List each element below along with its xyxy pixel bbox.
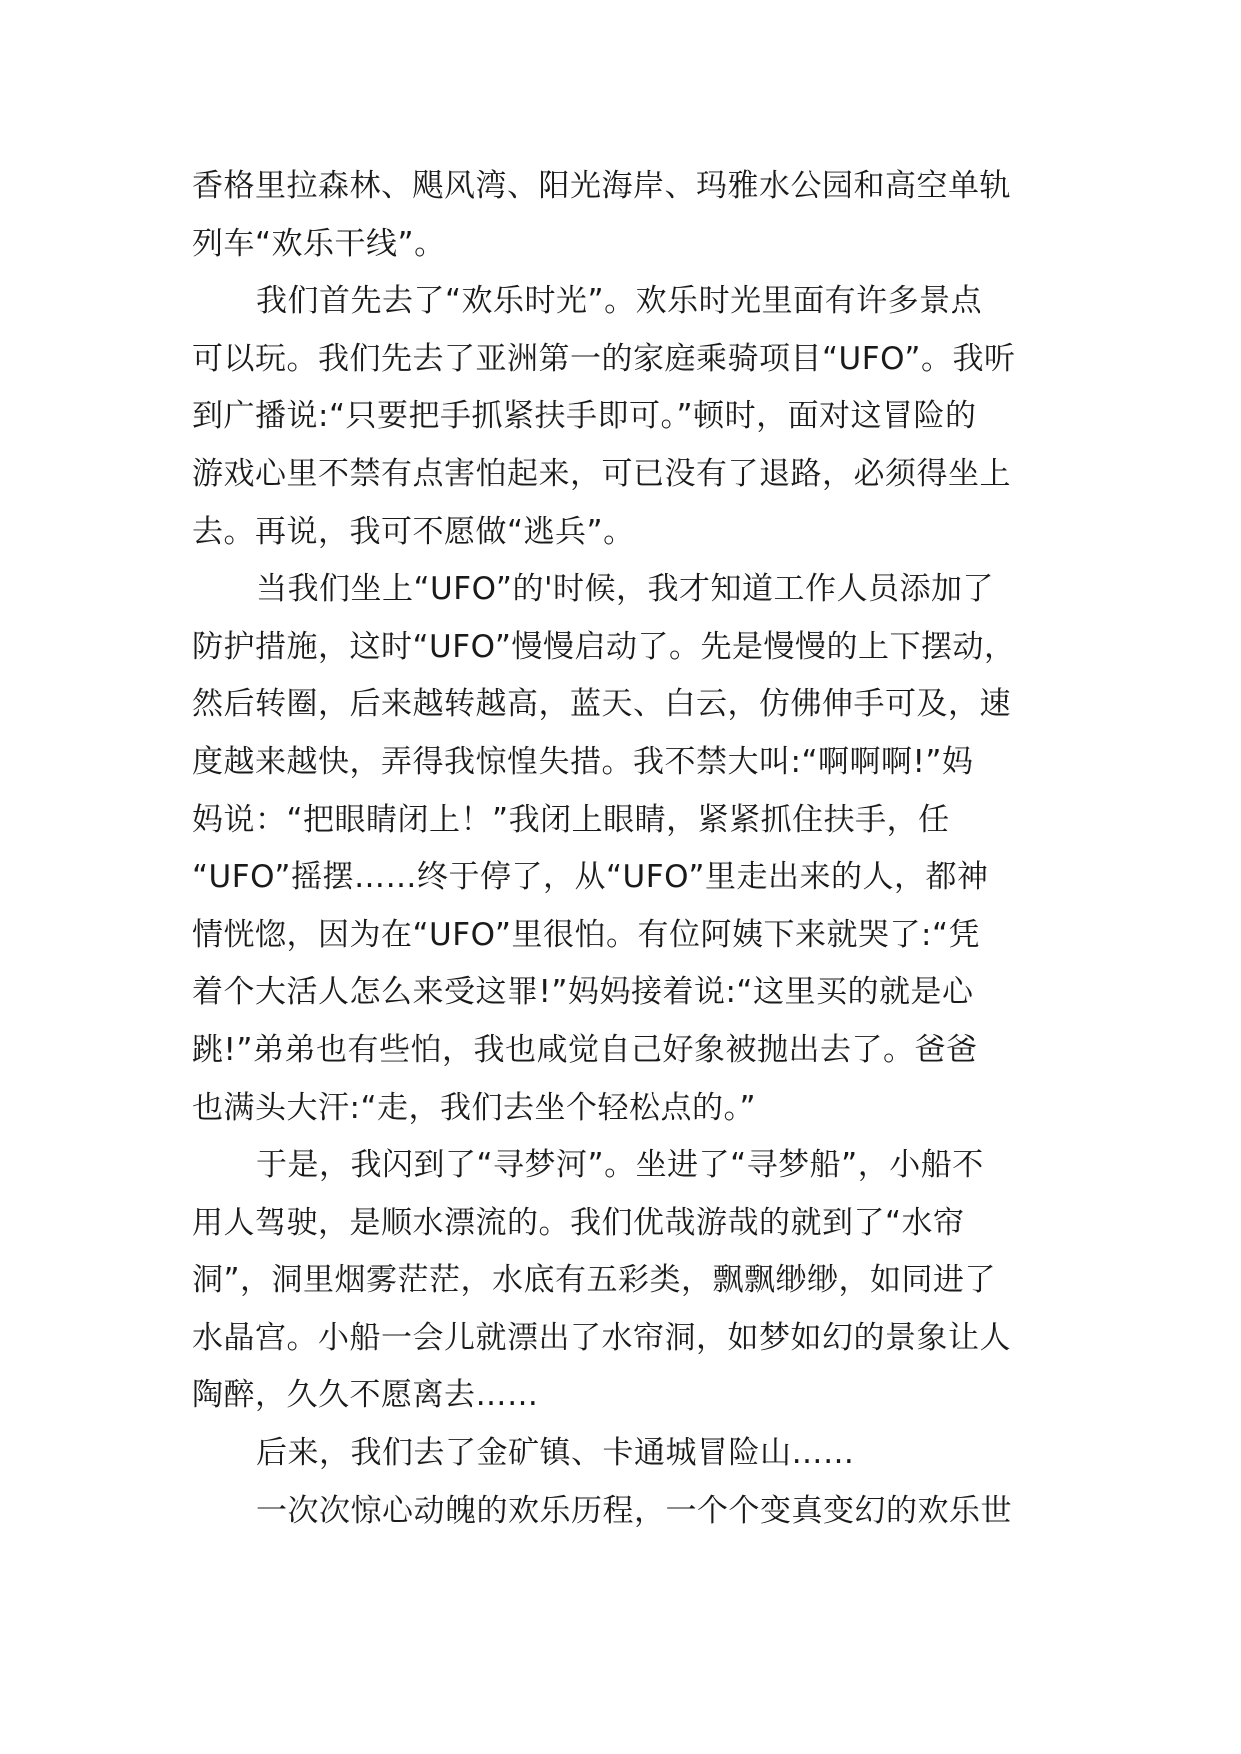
- text-line: 于是，我闪到了“寻梦河”。坐进了“寻梦船”，小船不: [256, 1147, 984, 1184]
- text-line: 可以玩。我们先去了亚洲第一的家庭乘骑项目“UFO”。我听: [192, 340, 1016, 377]
- text-line: 我们首先去了“欢乐时光”。欢乐时光里面有许多景点: [256, 283, 983, 320]
- text-line: 到广播说:“只要把手抓紧扶手即可。”顿时，面对这冒险的: [192, 398, 977, 435]
- text-line: 香格里拉森林、飓风湾、阳光海岸、玛雅水公园和高空单轨: [192, 168, 1011, 204]
- text-line: 当我们坐上“UFO”的'时候，我才知道工作人员添加了: [256, 571, 995, 608]
- text-line: 后来，我们去了金矿镇、卡通城冒险山……: [256, 1435, 855, 1472]
- text-line: 然后转圈，后来越转越高，蓝天、白云，仿佛伸手可及，速: [192, 686, 1011, 723]
- text-line: 去。再说，我可不愿做“逃兵”。: [192, 513, 635, 550]
- text-line: 着个大活人怎么来受这罪!”妈妈接着说:“这里买的就是心: [192, 974, 974, 1011]
- text-line: “UFO”摇摆……终于停了，从“UFO”里走出来的人，都神: [192, 859, 989, 896]
- text-line: 洞”，洞里烟雾茫茫，水底有五彩类，飘飘缈缈，如同进了: [192, 1262, 997, 1299]
- text-line: 防护措施，这时“UFO”慢慢启动了。先是慢慢的上下摆动，: [192, 628, 1016, 665]
- text-line: 妈说：“把眼睛闭上！”我闭上眼睛，紧紧抓住扶手，任: [192, 801, 950, 838]
- text-line: 游戏心里不禁有点害怕起来，可已没有了退路，必须得坐上: [192, 455, 1011, 492]
- text-line: 列车“欢乐干线”。: [192, 225, 446, 262]
- text-line: 水晶宫。小船一会儿就漂出了水帘洞，如梦如幻的景象让人: [192, 1319, 1011, 1356]
- text-line: 陶醉，久久不愿离去……: [192, 1377, 539, 1414]
- text-line: 用人驾驶，是顺水漂流的。我们优哉游哉的就到了“水帘: [192, 1204, 965, 1241]
- text-line: 度越来越快，弄得我惊惶失措。我不禁大叫:“啊啊啊!”妈: [192, 743, 974, 780]
- text-line: 也满头大汗:“走，我们去坐个轻松点的。”: [192, 1089, 757, 1126]
- text-line: 情恍惚，因为在“UFO”里很怕。有位阿姨下来就哭了:“凭: [192, 916, 980, 953]
- document-body: [192, 158, 1072, 1540]
- text-line: 跳!”弟弟也有些怕，我也咸觉自己好象被抛出去了。爸爸: [192, 1031, 978, 1068]
- text-line: 一次次惊心动魄的欢乐历程，一个个变真变幻的欢乐世: [256, 1492, 1012, 1529]
